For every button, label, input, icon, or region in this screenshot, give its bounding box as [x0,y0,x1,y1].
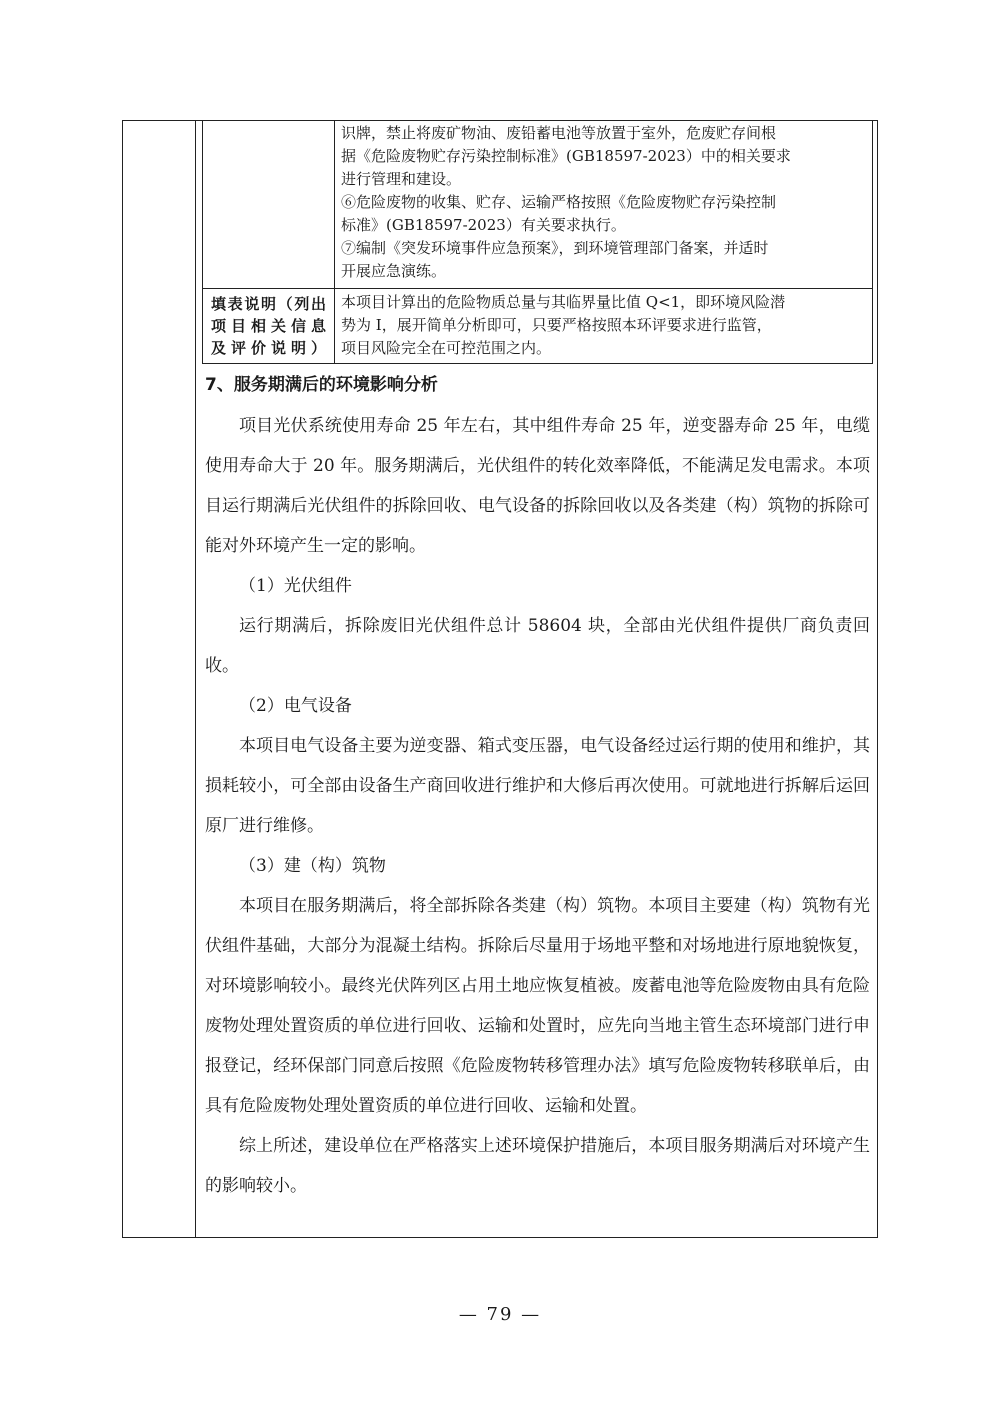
conclusion-paragraph: 综上所述，建设单位在严格落实上述环境保护措施后，本项目服务期满后对环境产生的影响较小。 [205,1136,870,1196]
table-row [203,289,873,364]
table-row [203,120,873,289]
measures-line: 开展应急演练。 [341,262,447,280]
outer-column-divider [195,120,196,1238]
electrical-equipment-paragraph: 本项目电气设备主要为逆变器、箱式变压器，电气设备经过运行期的使用和维护，其损耗较小，可全部由设备生产商回收进行维护和大修后再次使用。可就地进行拆解后运回原厂进行维修。 [205,736,870,836]
measures-line: 识牌，禁止将废矿物油、废铅蓄电池等放置于室外，危废贮存间根 [341,124,777,142]
subsection-title: （3）建（构）筑物 [239,856,386,876]
intro-paragraph: 项目光伏系统使用寿命 25 年左右，其中组件寿命 25 年，逆变器寿命 25 年，电缆使用寿命大于 20 年。服务期满后，光伏组件的转化效率降低，不能满足发电需求。本项目运行期满后光伏组件的拆除回收、电气设备的拆除回收以及各类建（构）筑物的拆除可能对外环境产生一定的影响。 [205,416,870,556]
subsection-title: （1）光伏组件 [239,576,352,596]
measures-line: 标准》(GB18597-2023）有关要求执行。 [341,216,626,234]
instructions-line: 势为 I，展开简单分析即可，只要严格按照本环评要求进行监管， [341,316,772,334]
fill-instructions-cell [335,289,873,364]
pv-module-paragraph: 运行期满后，拆除废旧光伏组件总计 58604 块，全部由光伏组件提供厂商负责回收。 [205,616,870,676]
measures-cell [335,120,873,289]
structures-paragraph: 本项目在服务期满后，将全部拆除各类建（构）筑物。本项目主要建（构）筑物有光伏组件基础，大部分为混凝土结构。拆除后尽量用于场地平整和对场地进行原地貌恢复，对环境影响较小。最终光伏阵列区占用土地应恢复植被。废蓄电池等危险废物由具有危险废物处理处置资质的单位进行回收、运输和处置时，应先向当地主管生态环境部门进行申报登记，经环保部门同意后按照《危险废物转移管理办法》填写危险废物转移联单后，由具有危险废物处理处置资质的单位进行回收、运输和处置。 [205,896,870,1116]
page-number: — 79 — [458,1304,542,1325]
instructions-line: 项目风险完全在可控范围之内。 [341,339,552,357]
table-cell-empty [203,120,335,289]
section-heading: 7、服务期满后的环境影响分析 [205,375,438,395]
measures-line: ⑦编制《突发环境事件应急预案》，到环境管理部门备案，并适时 [341,239,769,257]
label-line: 项目相关信息 [211,317,326,335]
fill-instructions-label [203,289,335,364]
instructions-line: 本项目计算出的危险物质总量与其临界量比值 Q<1，即环境风险潜 [341,293,786,311]
measures-line: 据《危险废物贮存污染控制标准》(GB18597-2023）中的相关要求 [341,147,791,165]
subsection-title: （2）电气设备 [239,696,352,716]
measures-line: 进行管理和建设。 [341,170,462,188]
label-line: 及评价说明） [211,339,326,357]
measures-line: ⑥危险废物的收集、贮存、运输严格按照《危险废物贮存污染控制 [341,193,777,211]
risk-measures-table [202,120,873,364]
section-content [205,370,870,1206]
label-line: 填表说明（列出 [211,295,326,313]
